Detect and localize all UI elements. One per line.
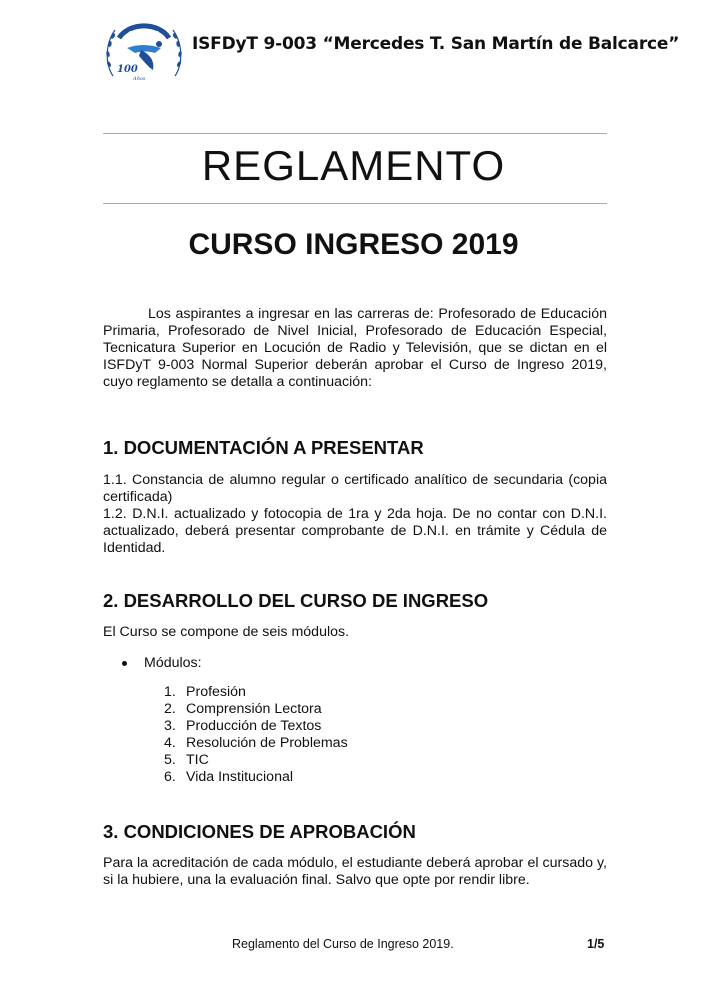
logo-caption: Años <box>133 76 146 82</box>
module-item: 5. TIC <box>164 752 209 768</box>
section-2-text: El Curso se compone de seis módulos. <box>103 624 350 640</box>
title-divider <box>103 203 607 204</box>
modules-bullet-label: Módulos: <box>144 655 202 671</box>
footer-text: Reglamento del Curso de Ingreso 2019. <box>232 937 454 951</box>
module-item: 6. Vida Institucional <box>164 769 294 785</box>
section-1-item-2: 1.2. D.N.I. actualizado y fotocopia de 1ra y 2da hoja. De no contar con D.N.I. actualizado, deberá presentar comprobante de D.N.I. en trámite y Cédula de Identidad. <box>103 506 607 556</box>
top-divider <box>103 133 607 134</box>
logo-number: 100 <box>117 64 138 75</box>
institution-name: ISFDyT 9-003 “Mercedes T. San Martín de Balcarce” <box>192 34 680 54</box>
section-3-heading: 3. CONDICIONES DE APROBACIÓN <box>103 821 416 842</box>
bullet-dot-icon <box>122 661 127 666</box>
document-title: REGLAMENTO <box>201 142 506 189</box>
section-3-text: Para la acreditación de cada módulo, el estudiante deberá aprobar el cursado y, si la hubiere, una la evaluación final. Salvo que opte por rendir libre. <box>103 855 607 888</box>
module-item: 1. Profesión <box>164 684 246 700</box>
modules-list <box>164 684 348 786</box>
module-item: 3. Producción de Textos <box>164 718 322 734</box>
intro-paragraph: Los aspirantes a ingresar en las carreras de: Profesorado de Educación Primaria, Profesorado de Nivel Inicial, Profesorado de Educación Especial, Tecnicatura Superior en Locución de Radio y Televisión, que se dictan en el ISFDyT 9-003 Normal Superior deberán aprobar el Curso de Ingreso 2019, cuyo reglamento se detalla a continuación: <box>103 306 607 390</box>
page-number: 1/5 <box>587 937 605 951</box>
module-item: 2. Comprensión Lectora <box>164 701 322 717</box>
institution-logo <box>103 20 185 86</box>
section-2-heading: 2. DESARROLLO DEL CURSO DE INGRESO <box>103 590 489 611</box>
module-item: 4. Resolución de Problemas <box>164 735 348 751</box>
document-subtitle: CURSO INGRESO 2019 <box>188 228 519 261</box>
section-1-item-1: 1.1. Constancia de alumno regular o certificado analítico de secundaria (copia certificada) <box>103 472 607 505</box>
logo-years: 1915 - 2015 <box>128 31 160 37</box>
section-1-heading: 1. DOCUMENTACIÓN A PRESENTAR <box>103 437 424 458</box>
